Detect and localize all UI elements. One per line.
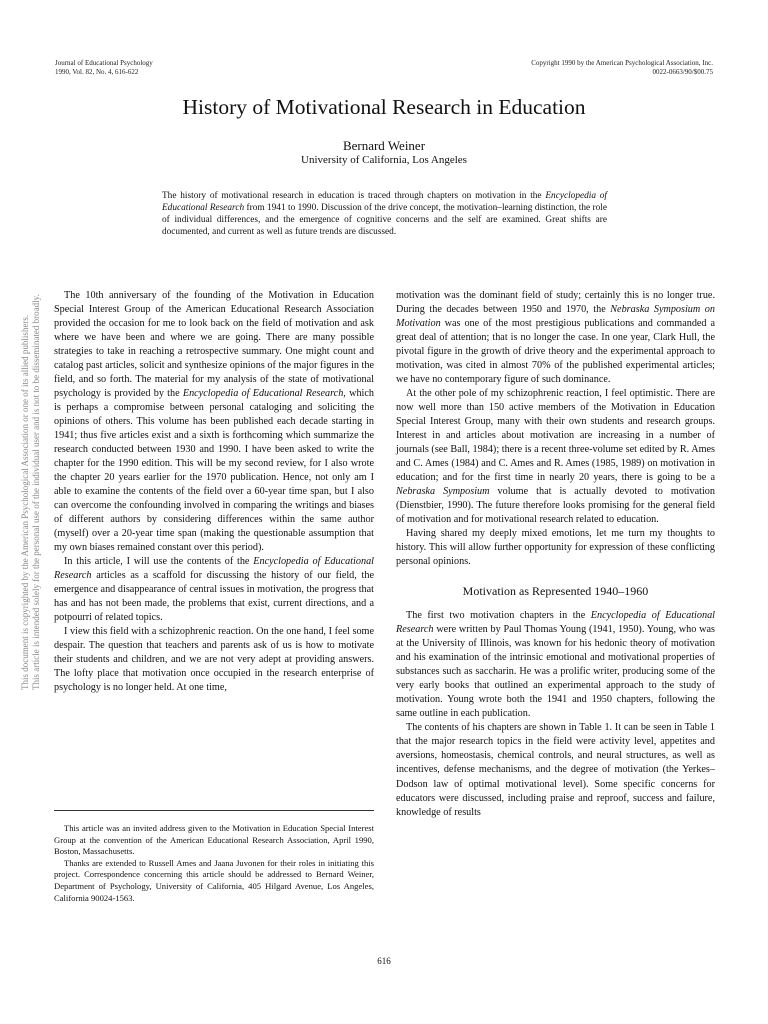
paragraph — [54, 555, 374, 625]
author-name: Bernard Weiner — [342, 138, 426, 153]
left-column — [54, 289, 374, 695]
abstract — [162, 190, 607, 238]
paragraph: The contents of his chapters are shown in Table 1. It can be seen in Table 1 that the major research topics in the field were activity level, appetites and aversions, homeostasis, chemical controls, and neural structures, as well as incentives, defense mechanisms, and the degree of motivation (the Yerkes–Dodson law of optimal motivational level). Some specific concerns for educators were discussed, including praise and reproof, success and failure, knowledge of results — [396, 722, 715, 818]
text-run: which is perhaps a compromise between personal cataloging and soliciting the opinions of others. This volume has been published each decade starting in 1941; thus five articles exist and a sixth is forthcoming which summarize the research conducted between 1930 and 1990. I have been asked to write the chapter for the 1990 edition. This will be my second review, for I also wrote the chapter 20 years earlier for the 1970 publication. Hence, not only am I able to examine the contents of the field over a 60-year time span, but I also can overcome the confounding involved in comparing the writings and biases of different authors by considering differences within the same author (myself) over a 20-year time span (making the questionable assumption that my own biases remained constant over this period). — [54, 388, 374, 554]
journal-name: Journal of Educational Psychology — [55, 59, 153, 67]
text-run: The 10th anniversary of the founding of the Motivation in Education Special Interest Group of the American Educational Research Association provided the occasion for me to look back on the field of motivation and ask where we have been and where we are going. There are many possible strategies to take in reaching a retrospective summary. One might count and catalog past articles, solicit and synthesize opinions of the major figures in the field, and so forth. The material for my analysis of the state of motivational psychology is provided by the — [54, 290, 374, 400]
text-run: were written by Paul Thomas Young (1941, 1950). Young, who was at the University of Illinois, was known for his hedonic theory of motivation and his examination of the intrinsic emotional and motivational properties of substances such as saccharin. He was a prolific writer, producing some of the very early books that outlined an experimental approach to the study of motivation. Young wrote both the 1941 and 1950 chapters, following the same outline in each publication. — [396, 624, 715, 720]
italic-title: Nebraska Symposium — [396, 486, 490, 498]
abstract-encyclopedia-title: Encyclopedia of Educational Research — [162, 191, 608, 214]
journal-citation — [55, 59, 153, 76]
copyright-sidebar — [20, 270, 41, 690]
text-run: At the other pole of my schizophrenic reaction, I feel optimistic. There are now well more than 150 active members of the Motivation in Education Special Interest Group, many with their own students and research groups. Interest in and articles about motivation are increasing in a number of journals (see Ball, 1984); there is a recent three-volume set edited by R. Ames and C. Ames (1984) and C. Ames and R. Ames (1985, 1989) on motivation in education; and for the first time in nearly 20 years, there is going to be a — [396, 388, 715, 484]
sidebar-line: This article is intended solely for the personal use of the individual user and is not to be disseminated broadly. — [30, 294, 41, 690]
abstract-text-2: from 1941 to 1990. Discussion of the drive concept, the motivation–learning distinction, the role of individual differences, and the emergence of cognitive concerns and the self are examined. Great shifts are documented, and current as well as future trends are discussed. — [162, 203, 608, 238]
italic-title: Encyclopedia of Educational Research, — [182, 388, 346, 400]
text-run: articles as a scaffold for discussing the history of our field, the emergence and disappearance of central issues in motivation, the progress that has and has not been made, the problems that exist, current directions, and a potpourri of related topics. — [54, 570, 374, 624]
text-run: motivation was the dominant field of study; certainly this is no longer true. During the decades between 1950 and 1970, the — [396, 290, 715, 316]
abstract-text-1: The history of motivational research in education is traced through chapters on motivation in the — [162, 191, 546, 201]
footnote-divider — [54, 810, 374, 811]
footnotes — [54, 823, 374, 904]
issn-price: 0022-0663/90/$00.75 — [652, 67, 713, 76]
text-run: was one of the most prestigious publications and commanded a great deal of attention; that is no longer the case. In one year, Clark Hull, the pivotal figure in the growth of drive theory and the experimental approach to motivation, was cited in almost 70% of the published experimental articles; we have no contemporary figure of such dominance. — [396, 318, 715, 386]
paragraph — [396, 289, 715, 387]
paragraph — [396, 387, 715, 527]
page-number: 616 — [377, 956, 391, 966]
text-run: volume that is actually devoted to motivation (Dienstbier, 1990). The future therefore looks promising for the general field of motivation and for motivational research related to education. — [396, 486, 715, 526]
copyright-notice — [531, 59, 713, 76]
article-title: History of Motivational Research in Education — [182, 95, 586, 119]
copyright-line: Copyright 1990 by the American Psychological Association, Inc. — [531, 59, 713, 67]
italic-title: Encyclopedia of Educational Research — [54, 556, 374, 582]
paragraph — [54, 289, 374, 555]
italic-title: Nebraska Symposium on Motivation — [396, 304, 715, 330]
author-affiliation: University of California, Los Angeles — [301, 154, 467, 166]
paragraph — [396, 609, 715, 721]
text-run: The first two motivation chapters in the — [406, 610, 591, 622]
sidebar-line: This document is copyrighted by the American Psychological Association or one of its allied publishers. — [20, 314, 30, 690]
section-heading: Motivation as Represented 1940–1960 — [462, 584, 649, 599]
right-column — [396, 289, 715, 820]
text-run: In this article, I will use the contents of the — [64, 556, 254, 568]
footnote: This article was an invited address given to the Motivation in Education Special Interest Group at the convention of the American Educational Research Association, April 1990, Boston, Massachusetts. — [54, 823, 374, 857]
journal-volume: 1990, Vol. 82, No. 4, 616-622 — [55, 67, 139, 76]
italic-title: Encyclopedia of Educational Research — [396, 610, 716, 636]
paragraph: Having shared my deeply mixed emotions, let me turn my thoughts to history. This will allow further opportunity for expression of these conflicting personal opinions. — [396, 528, 715, 568]
paragraph: I view this field with a schizophrenic reaction. On the one hand, I feel some despair. The question that teachers and parents ask of us is how to motivate their students and children, and we are not very adept at providing answers. The lofty place that motivation once occupied in the research enterprise of psychology is no longer held. At one time, — [54, 626, 374, 694]
footnote: Thanks are extended to Russell Ames and Jaana Juvonen for their roles in initiating this project. Correspondence concerning this article should be addressed to Bernard Weiner, Department of Psychology, University of California, 405 Hilgard Avenue, Los Angeles, California 90024-1563. — [54, 857, 374, 903]
